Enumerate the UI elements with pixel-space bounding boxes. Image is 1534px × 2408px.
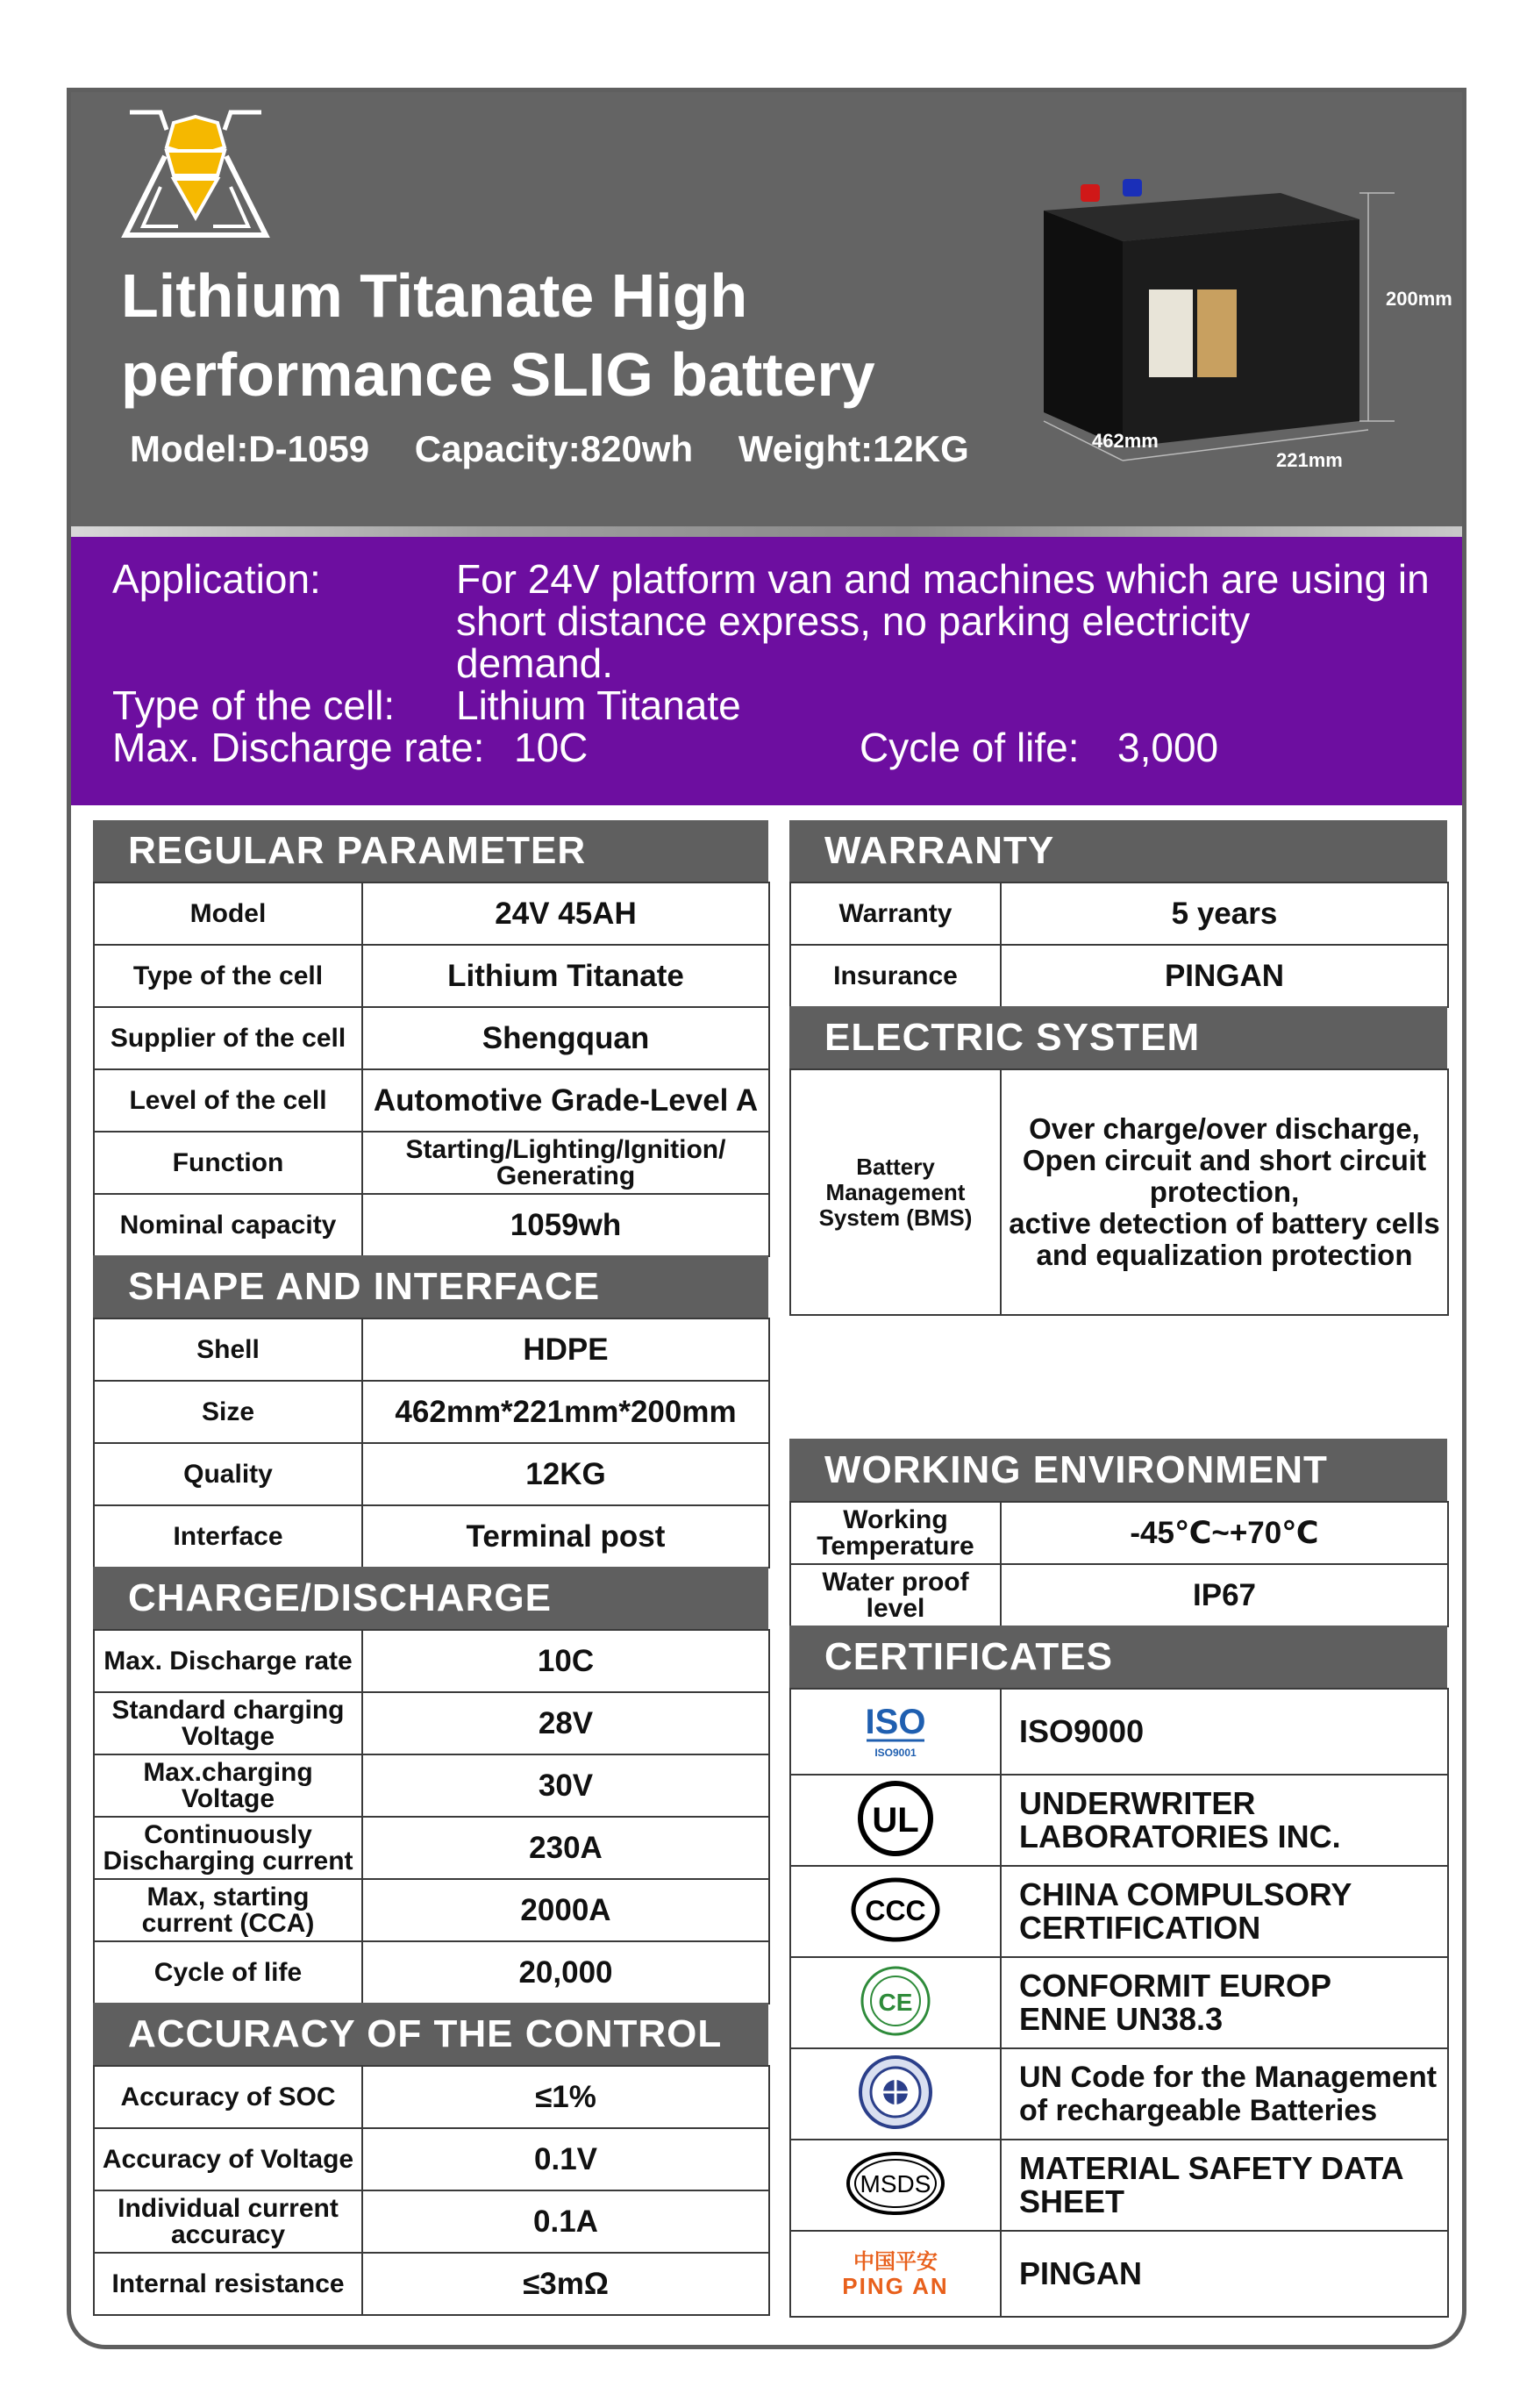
param-value [1001, 1069, 1448, 1315]
pingan-logo-en: PING AN [842, 2273, 949, 2299]
application-line-2: short distance express, no parking electricity [456, 598, 1251, 644]
cert-name-line-1: UNDERWRITER [1019, 1785, 1256, 1821]
cert-name-line-2: CERTIFICATION [1019, 1910, 1261, 1946]
table-row [94, 1754, 769, 1817]
warranty-table [789, 882, 1449, 1008]
table-row [94, 1630, 769, 1692]
shape-interface-table [93, 1318, 770, 1568]
shape-interface-heading: SHAPE AND INTERFACE [93, 1255, 768, 1318]
param-key: Interface [94, 1505, 362, 1568]
dim-width: 221mm [1276, 449, 1343, 471]
param-value: 20,000 [362, 1941, 769, 2004]
table-row [790, 1866, 1448, 1957]
param-key: Accuracy of SOC [94, 2066, 362, 2128]
cert-name-line-2: ENNE UN38.3 [1019, 2001, 1224, 2037]
table-row [94, 1318, 769, 1381]
param-value: Starting/Lighting/Ignition/ Generating [362, 1132, 769, 1194]
working-environment-heading: WORKING ENVIRONMENT [789, 1439, 1447, 1501]
capacity-text: Capacity:820wh [414, 428, 694, 469]
param-value: -45℃~+70℃ [1001, 1502, 1448, 1564]
warranty-heading: WARRANTY [789, 820, 1447, 882]
ccc-logo-cell [790, 1866, 1001, 1957]
param-key: Shell [94, 1318, 362, 1381]
table-row [94, 1069, 769, 1132]
table-row [94, 2253, 769, 2315]
bms-line-3: protection, [1149, 1175, 1300, 1208]
param-key: Nominal capacity [94, 1194, 362, 1256]
param-key: Function [94, 1132, 362, 1194]
ce-icon [856, 1961, 935, 2040]
param-key: Supplier of the cell [94, 1007, 362, 1069]
dim-length: 462mm [1092, 430, 1159, 452]
pingan-logo [795, 2249, 996, 2298]
application-line-1: For 24V platform van and machines which are using in [456, 556, 1430, 602]
cert-name-line-1: CONFORMIT EUROP [1019, 1968, 1331, 2004]
cert-name [1001, 1866, 1448, 1957]
ccc-icon [847, 1875, 944, 1945]
charge-discharge-table [93, 1629, 770, 2004]
table-row [94, 882, 769, 945]
param-value: Shengquan [362, 1007, 769, 1069]
ul-logo-text: UL [872, 1800, 919, 1840]
param-value: 2000A [362, 1879, 769, 1941]
iso-logo-text: ISO [865, 1702, 926, 1741]
regular-parameter-heading: REGULAR PARAMETER [93, 820, 768, 882]
param-value: 24V 45AH [362, 882, 769, 945]
application-line-3: demand. [456, 640, 614, 686]
title-line-2: performance SLIG battery [121, 340, 875, 409]
cell-type-label: Type of the cell: [112, 682, 396, 728]
param-value: 230A [362, 1817, 769, 1879]
table-row [790, 945, 1448, 1007]
table-row [790, 1069, 1448, 1315]
param-key: Internal resistance [94, 2253, 362, 2315]
charge-discharge-heading: CHARGE/DISCHARGE [93, 1567, 768, 1629]
weight-text: Weight:12KG [738, 428, 969, 469]
param-key: Quality [94, 1443, 362, 1505]
param-value: 5 years [1001, 882, 1448, 945]
regular-parameter-table [93, 882, 770, 1257]
pingan-logo-cell [790, 2231, 1001, 2317]
cycle-value: 3,000 [1117, 725, 1219, 770]
ccc-logo-text: CCC [865, 1894, 926, 1926]
table-row [94, 1194, 769, 1256]
param-key: Cycle of life [94, 1941, 362, 2004]
iso-icon [856, 1695, 935, 1765]
param-key: Max. Discharge rate [94, 1630, 362, 1692]
param-key: Individual current accuracy [94, 2190, 362, 2253]
cert-name-line-2: SHEET [1019, 2183, 1125, 2219]
discharge-label: Max. Discharge rate: [112, 725, 485, 770]
table-row [94, 1941, 769, 2004]
electric-system-heading: ELECTRIC SYSTEM [789, 1006, 1447, 1068]
certificates-table [789, 1688, 1449, 2318]
cert-name-line-2: of rechargeable Batteries [1019, 2094, 1378, 2127]
table-row [94, 1381, 769, 1443]
ce-logo-cell [790, 1957, 1001, 2048]
param-value: 0.1V [362, 2128, 769, 2190]
param-value: ≤3mΩ [362, 2253, 769, 2315]
table-row [790, 2140, 1448, 2231]
un-seal-icon [856, 2053, 935, 2132]
iso-logo-cell [790, 1689, 1001, 1775]
table-row [94, 2066, 769, 2128]
table-row [94, 1817, 769, 1879]
param-value: 28V [362, 1692, 769, 1754]
working-environment-table [789, 1501, 1449, 1627]
table-row [790, 1689, 1448, 1775]
param-value: 30V [362, 1754, 769, 1817]
param-value: PINGAN [1001, 945, 1448, 1007]
table-row [94, 1879, 769, 1941]
ce-logo-text: CE [878, 1988, 913, 2016]
application-label: Application: [112, 556, 321, 602]
msds-logo-text: MSDS [860, 2169, 931, 2197]
param-value: ≤1% [362, 2066, 769, 2128]
table-row [94, 1132, 769, 1194]
discharge-value: 10C [514, 725, 589, 770]
param-key: Max.charging Voltage [94, 1754, 362, 1817]
param-value: 10C [362, 1630, 769, 1692]
table-row [94, 2190, 769, 2253]
table-row [94, 1007, 769, 1069]
cert-name-line-1: CHINA COMPULSORY [1019, 1876, 1352, 1912]
model-text: Model:D-1059 [130, 428, 370, 469]
table-row [94, 945, 769, 1007]
param-value: HDPE [362, 1318, 769, 1381]
param-key: Battery Management System (BMS) [790, 1069, 1001, 1315]
accuracy-control-heading: ACCURACY OF THE CONTROL [93, 2003, 768, 2065]
param-key: Continuously Discharging current [94, 1817, 362, 1879]
param-value: 12KG [362, 1443, 769, 1505]
ul-icon [856, 1779, 935, 1858]
bms-line-4: active detection of battery cells [1009, 1207, 1440, 1240]
param-key: Insurance [790, 945, 1001, 1007]
un-logo-cell [790, 2048, 1001, 2140]
cert-name-line-2: LABORATORIES INC. [1019, 1819, 1341, 1854]
dim-height: 200mm [1386, 288, 1452, 310]
cert-name: ISO9000 [1001, 1689, 1448, 1775]
cycle-label: Cycle of life: [860, 725, 1080, 770]
title-line-1: Lithium Titanate High [121, 261, 748, 330]
table-row [790, 1775, 1448, 1866]
table-row [790, 882, 1448, 945]
param-value: Lithium Titanate [362, 945, 769, 1007]
param-key: Working Temperature [790, 1502, 1001, 1564]
table-row [790, 2231, 1448, 2317]
bms-line-2: Open circuit and short circuit [1022, 1144, 1427, 1176]
bms-line-5: and equalization protection [1036, 1239, 1413, 1271]
cell-type-value: Lithium Titanate [456, 682, 741, 728]
table-row [94, 1443, 769, 1505]
bms-line-1: Over charge/over discharge, [1029, 1112, 1420, 1145]
pingan-logo-cn: 中国平安 [853, 2249, 938, 2274]
param-value: Terminal post [362, 1505, 769, 1568]
param-value: 1059wh [362, 1194, 769, 1256]
table-row [94, 2128, 769, 2190]
table-row [790, 1564, 1448, 1626]
param-key: Model [94, 882, 362, 945]
param-value: Automotive Grade-Level A [362, 1069, 769, 1132]
electric-system-table [789, 1068, 1449, 1316]
msds-icon [843, 2148, 948, 2219]
cert-name-line-1: UN Code for the Management [1019, 2061, 1438, 2094]
iso-logo-sub: ISO9001 [874, 1746, 917, 1759]
table-row [790, 2048, 1448, 2140]
cert-name [1001, 1775, 1448, 1866]
param-key: Water proof level [790, 1564, 1001, 1626]
table-row [94, 1505, 769, 1568]
param-key: Level of the cell [94, 1069, 362, 1132]
param-value: 0.1A [362, 2190, 769, 2253]
cert-name-line-1: MATERIAL SAFETY DATA [1019, 2150, 1404, 2186]
cert-name [1001, 1957, 1448, 2048]
cert-name [1001, 2048, 1448, 2140]
cert-name: PINGAN [1001, 2231, 1448, 2317]
accuracy-control-table [93, 2065, 770, 2316]
param-key: Max, starting current (CCA) [94, 1879, 362, 1941]
param-key: Standard charging Voltage [94, 1692, 362, 1754]
cert-name [1001, 2140, 1448, 2231]
msds-logo-cell [790, 2140, 1001, 2231]
param-key: Accuracy of Voltage [94, 2128, 362, 2190]
table-row [94, 1692, 769, 1754]
certificates-heading: CERTIFICATES [789, 1626, 1447, 1688]
param-key: Type of the cell [94, 945, 362, 1007]
table-row [790, 1957, 1448, 2048]
table-row [790, 1502, 1448, 1564]
param-key: Warranty [790, 882, 1001, 945]
param-key: Size [94, 1381, 362, 1443]
param-value: IP67 [1001, 1564, 1448, 1626]
param-value: 462mm*221mm*200mm [362, 1381, 769, 1443]
ul-logo-cell [790, 1775, 1001, 1866]
